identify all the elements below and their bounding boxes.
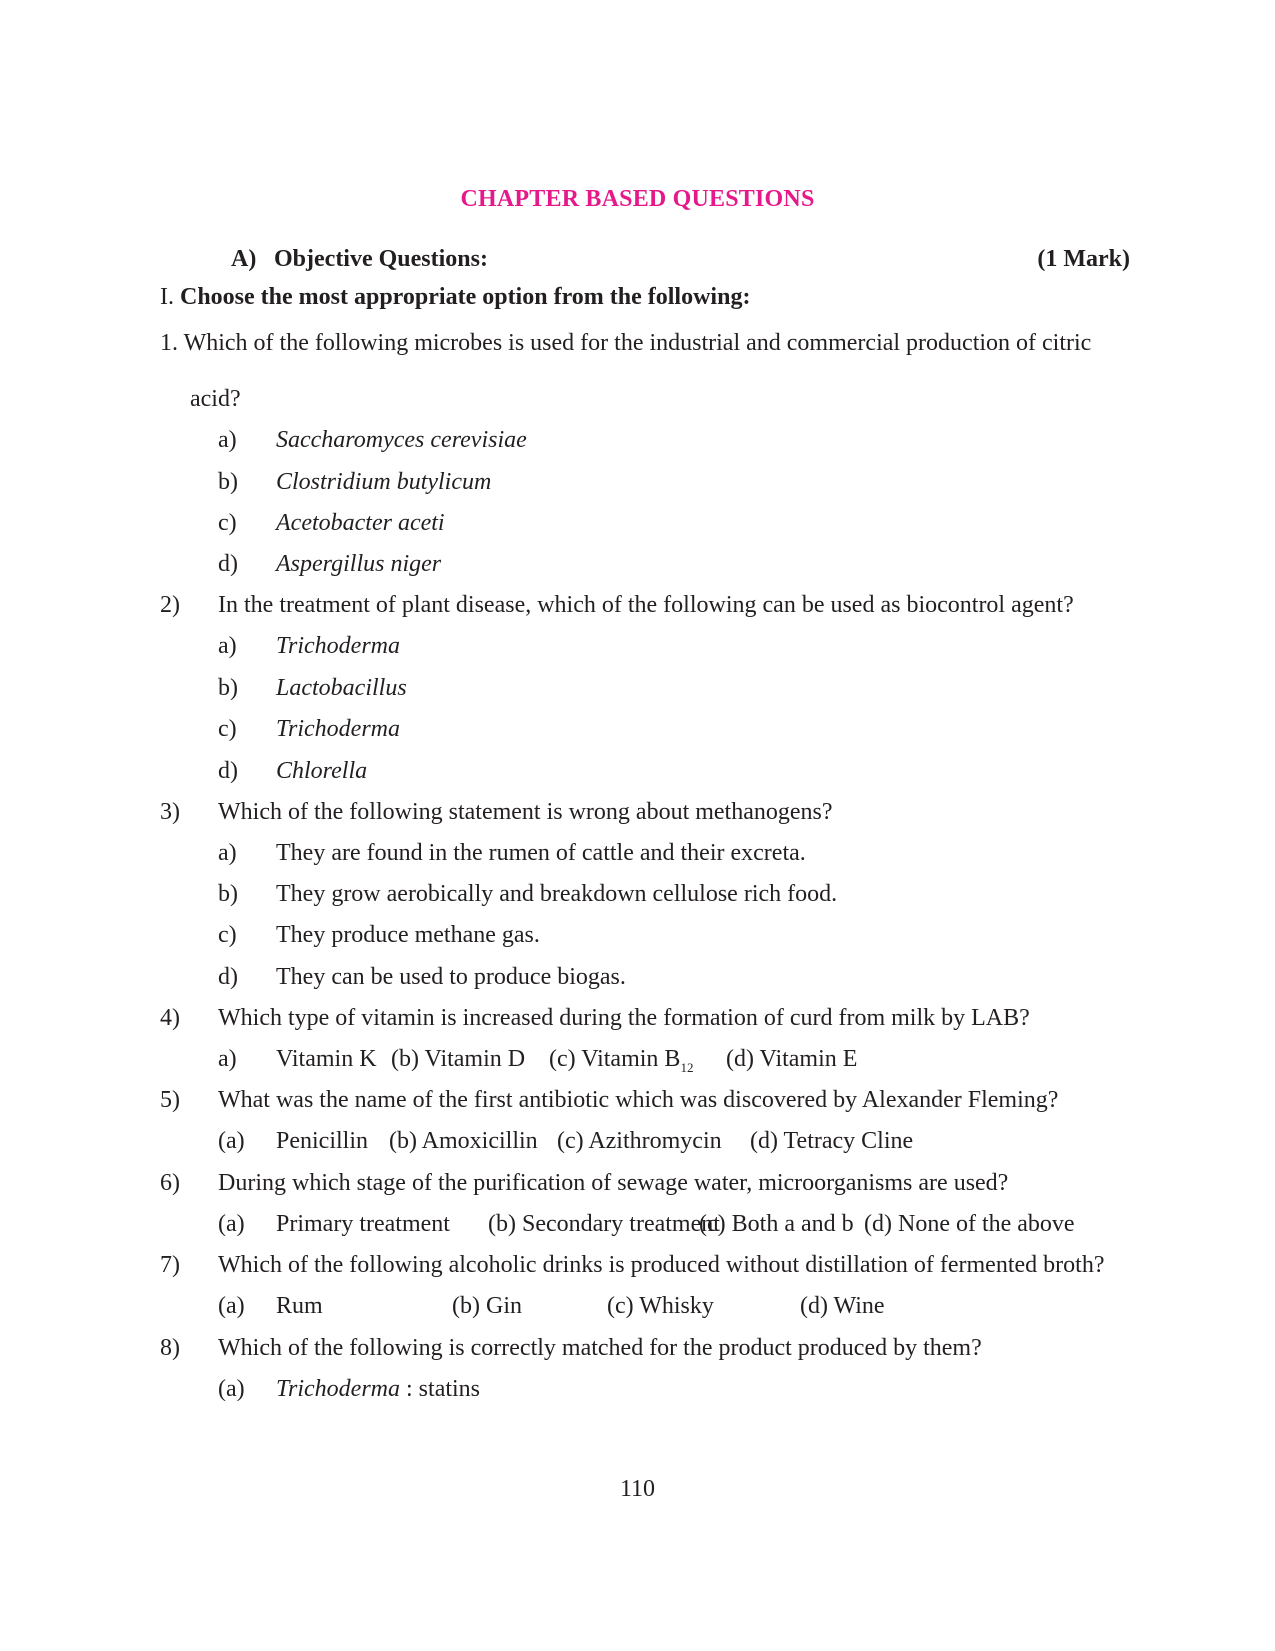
- option-label: (a): [218, 1128, 245, 1154]
- option-text: They are found in the rumen of cattle and their excreta.: [276, 840, 806, 866]
- option-text: Lactobacillus: [276, 675, 407, 701]
- option-a: Vitamin K: [276, 1046, 377, 1072]
- option-a: Penicillin: [276, 1128, 368, 1154]
- option-b: (b) Secondary treatment: [488, 1211, 720, 1237]
- option-label: b): [218, 881, 238, 907]
- question-number: 5): [160, 1087, 180, 1113]
- question-text: Which of the following microbes is used for the industrial and commercial production of citric: [183, 330, 1092, 356]
- option-label: (a): [218, 1376, 245, 1402]
- option-text: Saccharomyces cerevisiae: [276, 427, 527, 453]
- option-d: (d) Tetracy Cline: [750, 1128, 914, 1154]
- question-text: Which of the following alcoholic drinks is produced without distillation of fermented broth?: [218, 1252, 1105, 1278]
- option-c: (c) Azithromycin: [557, 1128, 722, 1154]
- question-text: In the treatment of plant disease, which of the following can be used as biocontrol agent?: [218, 592, 1074, 618]
- option-text: Trichoderma: [276, 633, 401, 659]
- option-a: [276, 1377, 480, 1401]
- option-b: (b) Gin: [452, 1293, 522, 1319]
- organism-name: Trichoderma: [276, 1376, 401, 1402]
- option-label: b): [218, 675, 238, 701]
- option-a: Primary treatment: [276, 1211, 450, 1237]
- option-label: c): [218, 716, 237, 742]
- question-text: Which type of vitamin is increased during the formation of curd from milk by LAB?: [218, 1005, 1030, 1031]
- option-text: Trichoderma: [276, 716, 401, 742]
- option-label: d): [218, 964, 238, 990]
- option-label: a): [218, 427, 237, 453]
- page-number: 110: [619, 1476, 656, 1502]
- question-text: Which of the following is correctly matched for the product produced by them?: [218, 1335, 982, 1361]
- option-d: (d) None of the above: [864, 1211, 1075, 1237]
- question-number: 7): [160, 1252, 180, 1278]
- option-label: b): [218, 469, 238, 495]
- question-1-continued: acid?: [190, 386, 241, 412]
- option-label: d): [218, 758, 238, 784]
- option-text: They produce methane gas.: [276, 922, 540, 948]
- option-text: Chlorella: [276, 758, 368, 784]
- option-label: a): [218, 840, 237, 866]
- option-label: (a): [218, 1293, 245, 1319]
- question-number: 8): [160, 1335, 180, 1361]
- option-b: (b) Vitamin D: [391, 1046, 526, 1072]
- option-text: Clostridium butylicum: [276, 469, 492, 495]
- instruction-text: Choose the most appropriate option from the following:: [180, 284, 751, 310]
- option-text: Aspergillus niger: [276, 551, 442, 577]
- option-label: a): [218, 633, 237, 659]
- question-number: 2): [160, 592, 180, 618]
- section-letter: A): [231, 246, 257, 272]
- instruction: [160, 284, 750, 311]
- section-marks: (1 Mark): [1037, 246, 1130, 272]
- question-number: 3): [160, 799, 180, 825]
- option-text: They grow aerobically and breakdown cellulose rich food.: [276, 881, 838, 907]
- subscript: 12: [680, 1060, 694, 1075]
- option-label: d): [218, 551, 238, 577]
- option-c: (c) Whisky: [607, 1293, 714, 1319]
- instruction-prefix: I.: [160, 284, 174, 310]
- option-c: (c) Both a and b: [699, 1211, 854, 1237]
- question-number: 4): [160, 1005, 180, 1031]
- option-label: c): [218, 922, 237, 948]
- option-label: a): [218, 1046, 237, 1072]
- section-label: Objective Questions:: [274, 246, 488, 272]
- option-a: Rum: [276, 1293, 323, 1319]
- option-c: (c) Vitamin $B_{12}$: [549, 1046, 694, 1075]
- option-text: They can be used to produce biogas.: [276, 964, 626, 990]
- chapter-title: CHAPTER BASED QUESTIONS: [460, 186, 815, 212]
- question-text: What was the name of the first antibiotic which was discovered by Alexander Fleming?: [218, 1087, 1059, 1113]
- product-name: : statins: [406, 1376, 481, 1402]
- question-number: 6): [160, 1170, 180, 1196]
- question-text: During which stage of the purification of sewage water, microorganisms are used?: [218, 1170, 1009, 1196]
- question-1: [160, 331, 1091, 355]
- option-label: c): [218, 510, 237, 536]
- option-d: (d) Wine: [800, 1293, 885, 1319]
- question-text: Which of the following statement is wrong about methanogens?: [218, 799, 833, 825]
- question-number: 1.: [160, 330, 178, 356]
- option-label: (a): [218, 1211, 245, 1237]
- option-d: (d) Vitamin E: [726, 1046, 858, 1072]
- option-text: Acetobacter aceti: [276, 510, 445, 536]
- option-b: (b) Amoxicillin: [389, 1128, 538, 1154]
